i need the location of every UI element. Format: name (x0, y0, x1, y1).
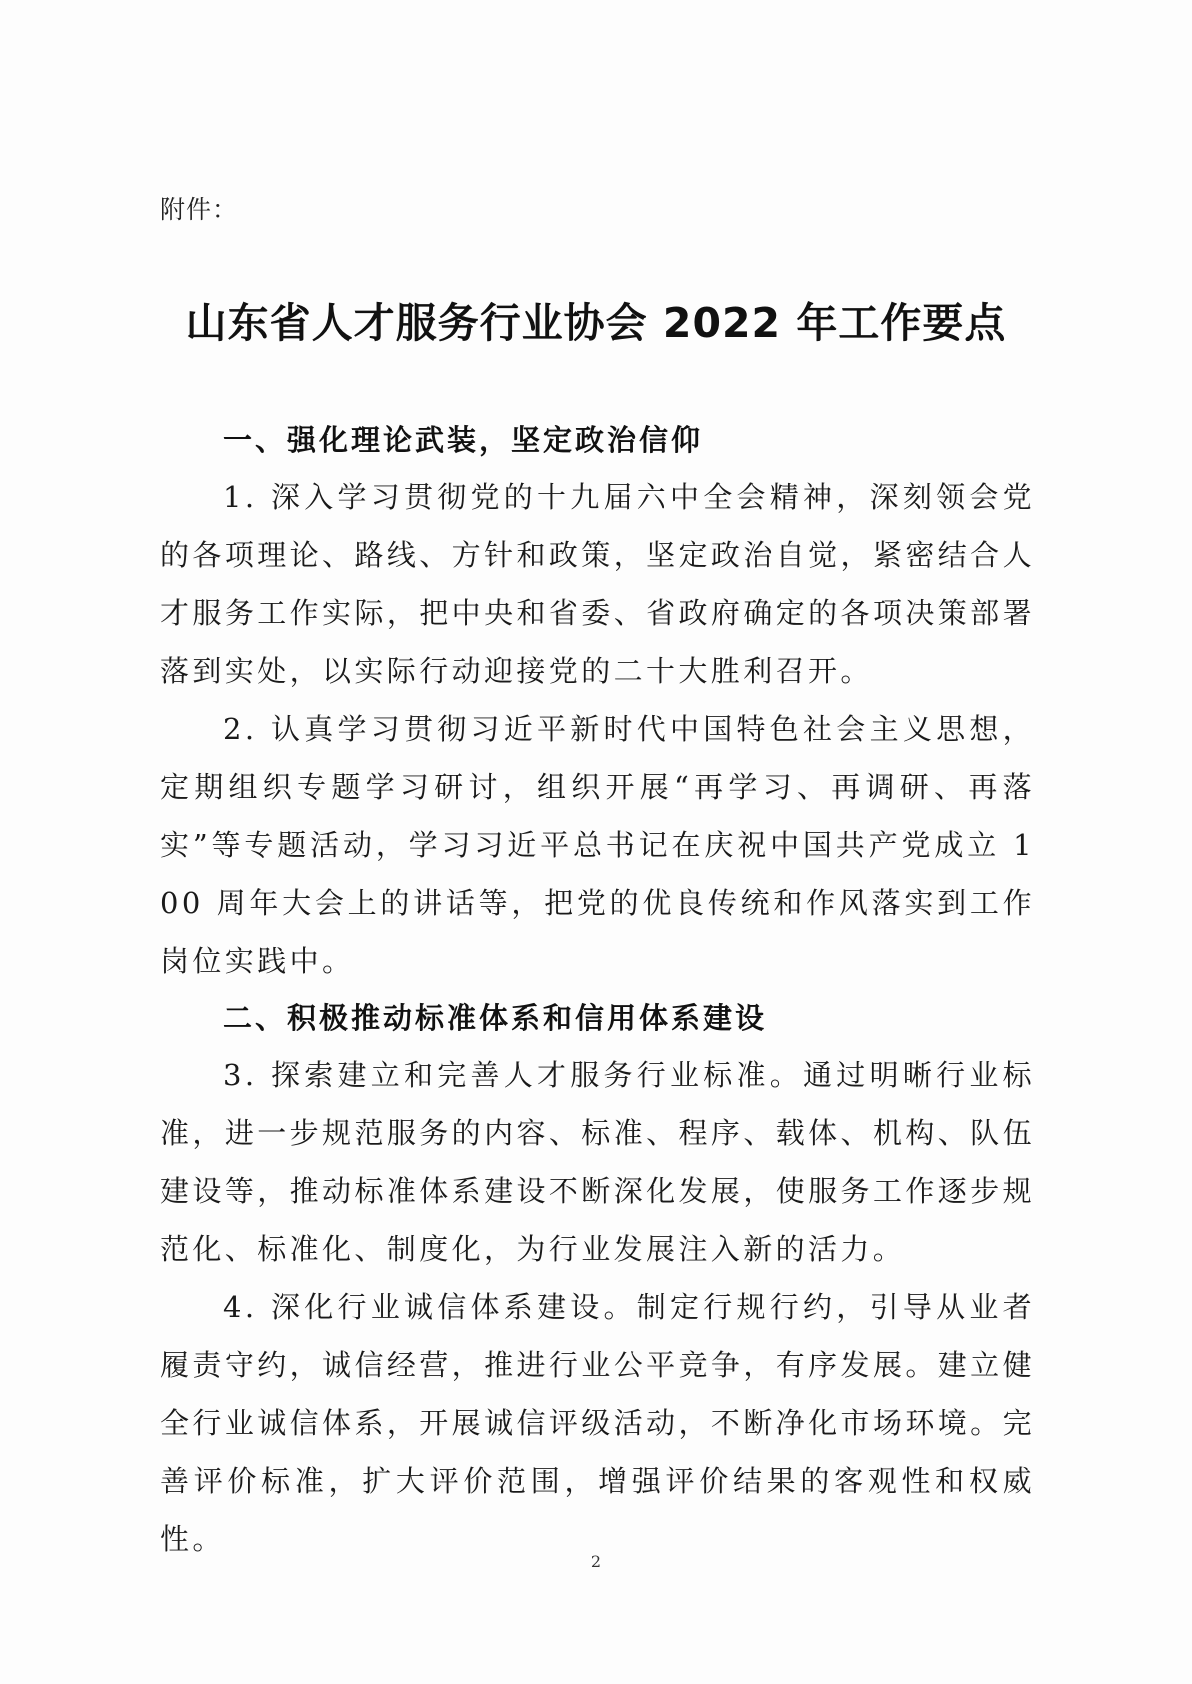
paragraph-3: 3. 探索建立和完善人才服务行业标准。通过明晰行业标准，进一步规范服务的内容、标准、程序、载体、机构、队伍建设等，推动标准体系建设不断深化发展，使服务工作逐步规范化、标准化、制度化，为行业发展注入新的活力。 (160, 1058, 1035, 1266)
document-body (160, 412, 1035, 1568)
page-number: 2 (590, 1552, 602, 1571)
section-heading: 一、强化理论武装，坚定政治信仰 (223, 423, 704, 457)
paragraph-2: 2. 认真学习贯彻习近平新时代中国特色社会主义思想，定期组织专题学习研讨，组织开展“再学习、再调研、再落实”等专题活动，学习习近平总书记在庆祝中国共产党成立 100 周年大会上的讲话等，把党的优良传统和作风落实到工作岗位实践中。 (160, 712, 1035, 978)
document-title: 山东省人才服务行业协会 2022 年工作要点 (185, 299, 1007, 347)
section-1 (160, 412, 1035, 990)
paragraph-1: 1. 深入学习贯彻党的十九届六中全会精神，深刻领会党的各项理论、路线、方针和政策，坚定政治自觉，紧密结合人才服务工作实际，把中央和省委、省政府确定的各项决策部署落到实处，以实际行动迎接党的二十大胜利召开。 (160, 480, 1035, 688)
attachment-label: 附件： (160, 195, 239, 224)
section-heading: 二、积极推动标准体系和信用体系建设 (223, 1001, 768, 1035)
paragraph-4: 4. 深化行业诚信体系建设。制定行规行约，引导从业者履责守约，诚信经营，推进行业公平竞争，有序发展。建立健全行业诚信体系，开展诚信评级活动，不断净化市场环境。完善评价标准，扩大评价范围，增强评价结果的客观性和权威性。 (160, 1290, 1035, 1556)
section-2 (160, 990, 1035, 1568)
